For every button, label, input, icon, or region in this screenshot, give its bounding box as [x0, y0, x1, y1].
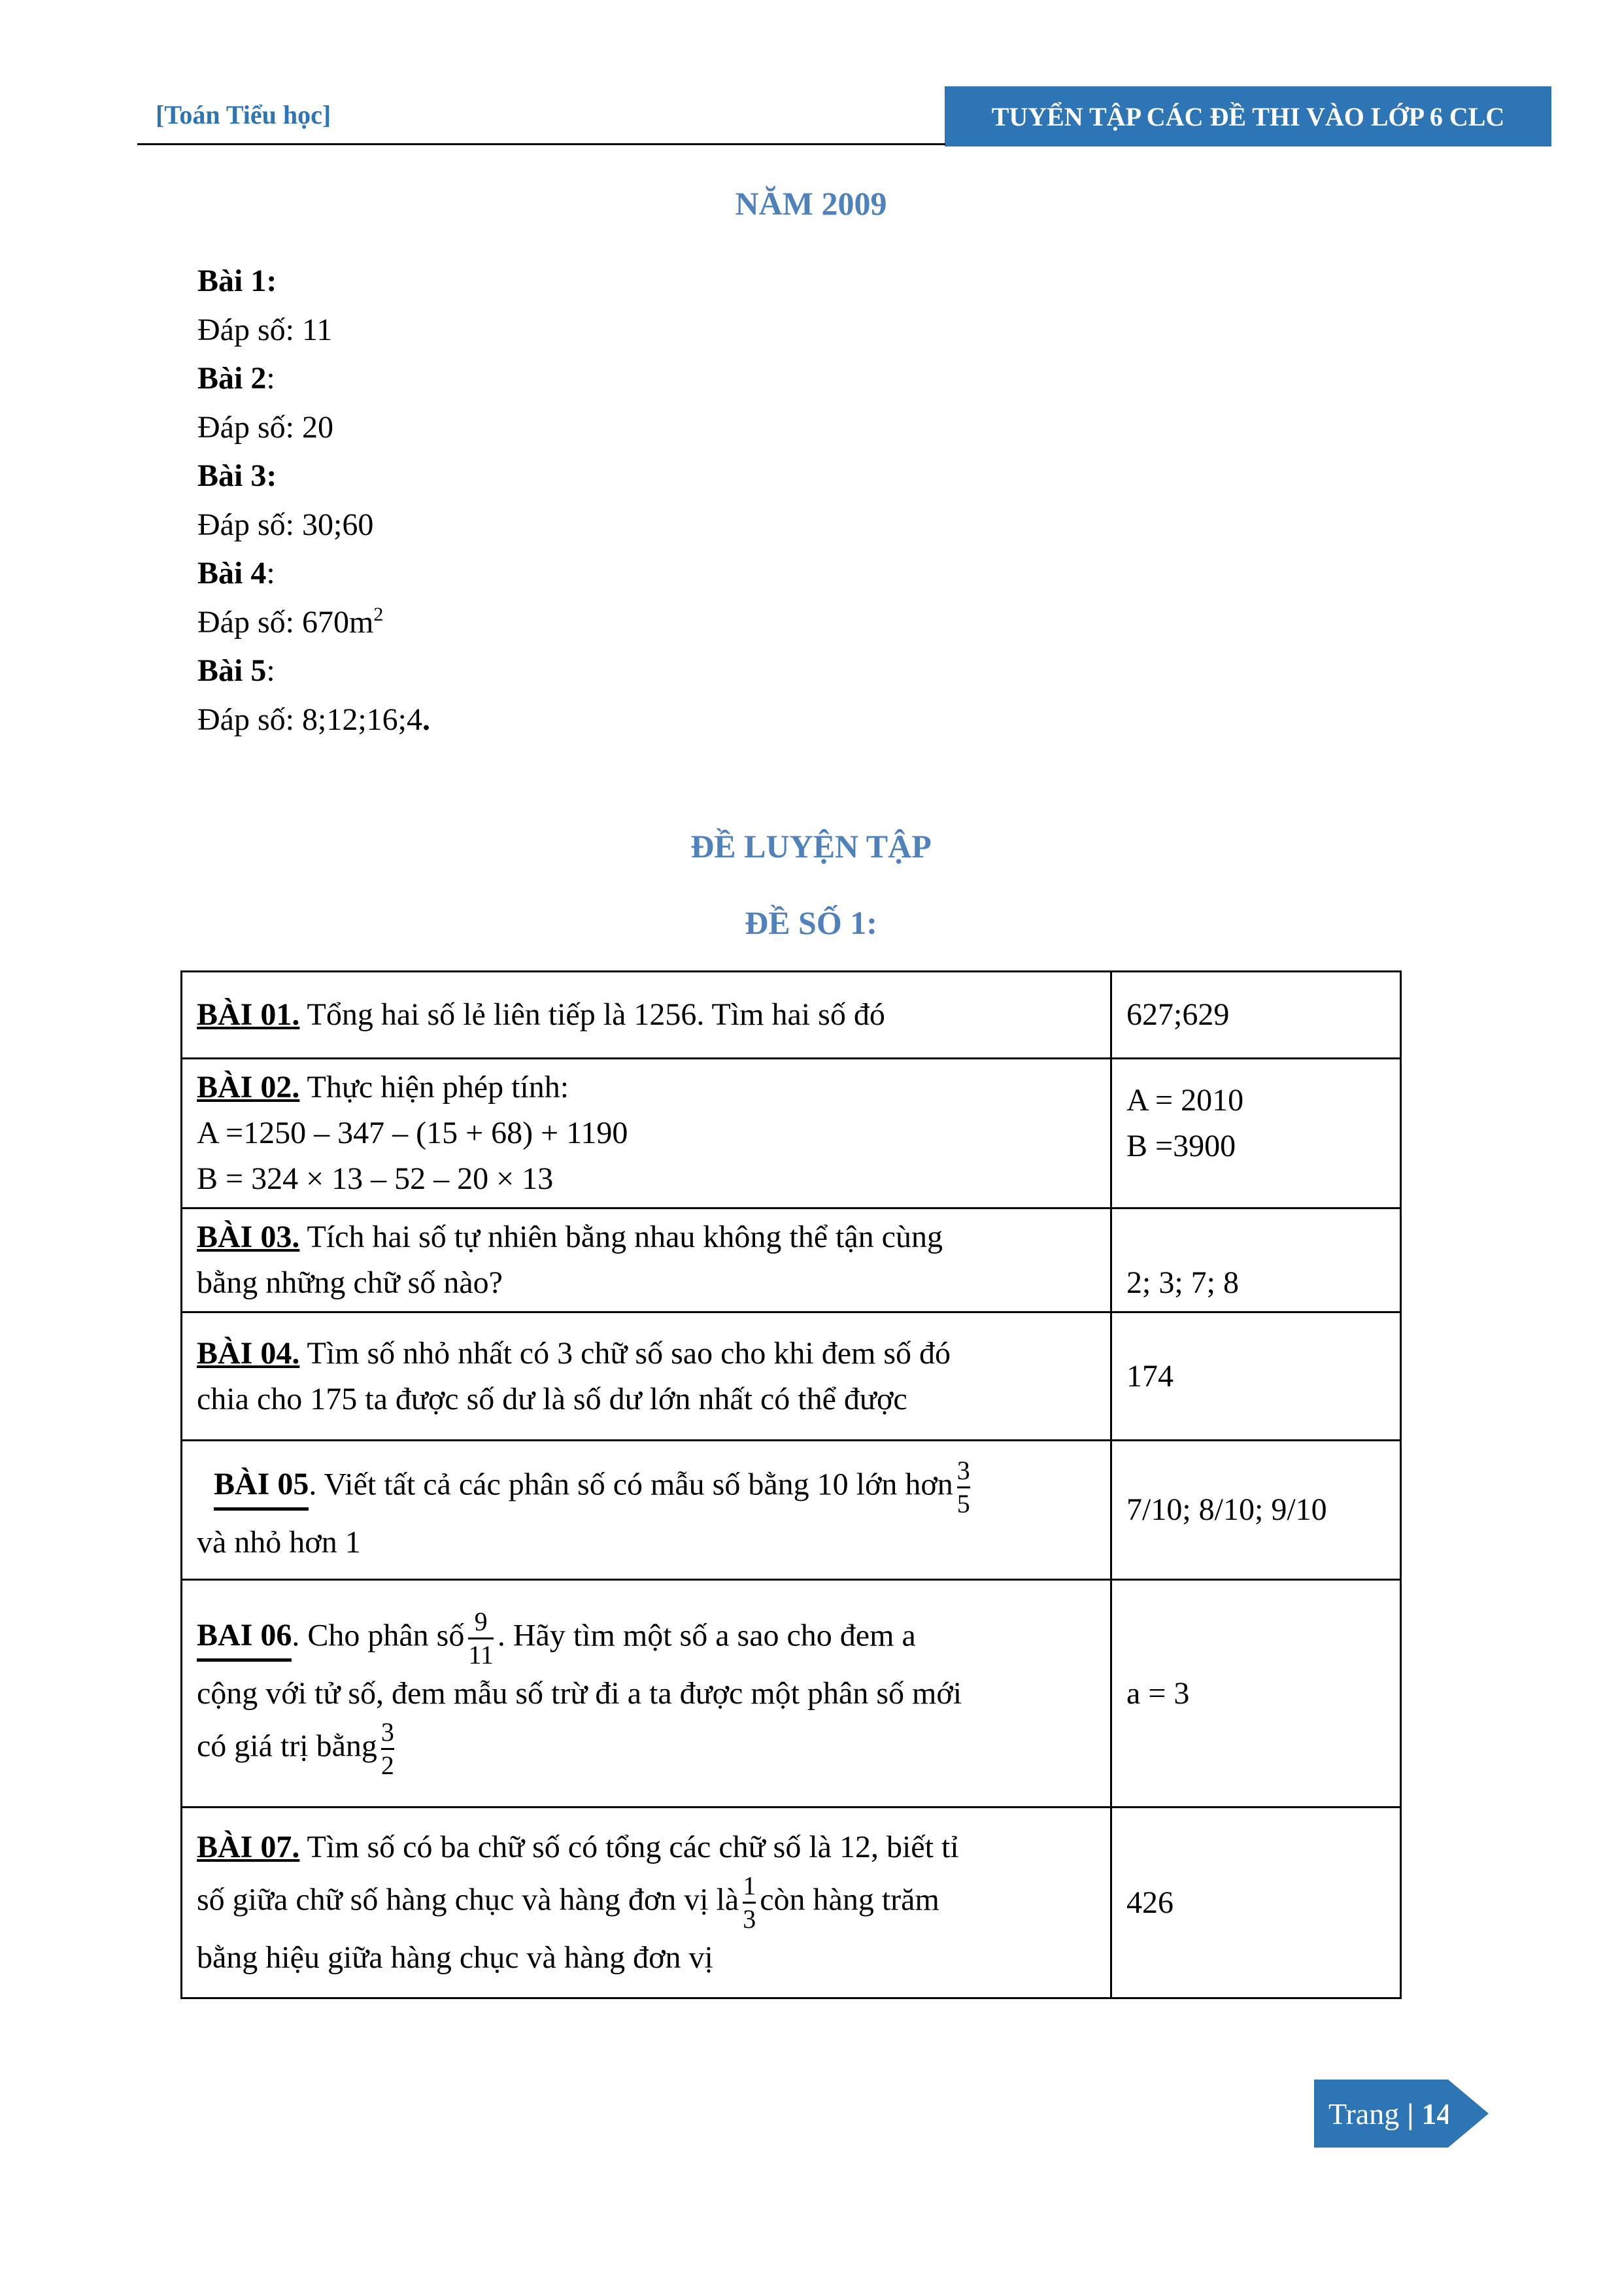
- answer-label: Bài 1:: [197, 264, 277, 298]
- answer-value: 30;60: [301, 507, 374, 542]
- answer-prefix: Đáp số:: [197, 409, 294, 445]
- page-label: Trang: [1328, 2097, 1400, 2131]
- answer-value: 670m: [301, 604, 374, 640]
- table-row: [182, 1059, 1401, 1208]
- page-badge-arrow: [1448, 2080, 1489, 2148]
- answer-label: Bài 2: [197, 361, 267, 396]
- answer-cell: 426: [1111, 1808, 1401, 1998]
- question-cell: BÀI 02. Thực hiện phép tính: A =1250 – 347 – (15 + 68) + 1190 B = 324 × 13 – 52 – 20 × 13: [182, 1059, 1111, 1208]
- question-cell: BÀI 03. Tích hai số tự nhiên bằng nhau không thể tận cùng bằng những chữ số nào?: [182, 1208, 1111, 1312]
- table-row: [182, 972, 1401, 1059]
- header-right-banner: [945, 86, 1551, 146]
- problem-label: BÀI 05: [214, 1467, 309, 1502]
- answer-item-2: Bài 2:: [197, 361, 275, 396]
- answer-item-4: Bài 4:: [197, 556, 275, 591]
- fraction: $\frac{1}{3}$: [743, 1871, 756, 1934]
- answer-item-3: [197, 452, 430, 501]
- table-row: [182, 1580, 1401, 1808]
- answer-item-5: Bài 5:: [197, 653, 275, 688]
- question-cell: BÀI 05. Viết tất cả các phân số có mẫu số bằng 10 lớn hơn $\frac{3}{5}$ và nhỏ hơn 1: [182, 1441, 1111, 1580]
- table-row: [182, 1208, 1401, 1312]
- problem-label: BÀI 01.: [197, 997, 300, 1032]
- answer-value: 11: [301, 312, 333, 347]
- question-cell: BÀI 01. Tổng hai số lẻ liên tiếp là 1256. Tìm hai số đó: [182, 972, 1111, 1059]
- answer-cell: 627;629: [1111, 972, 1401, 1059]
- answer-cell: 174: [1111, 1312, 1401, 1441]
- answer-prefix: Đáp số:: [197, 702, 294, 737]
- answer-prefix: Đáp số:: [197, 312, 294, 347]
- answer-value: 8;12;16;4: [301, 702, 422, 737]
- answer-label: Bài 5: [197, 653, 267, 688]
- answer-cell: 2; 3; 7; 8: [1111, 1208, 1401, 1312]
- answer-label: Bài 3:: [197, 458, 277, 493]
- page-separator: |: [1407, 2097, 1414, 2131]
- answer-value: 20: [301, 409, 333, 445]
- header-divider: [137, 143, 945, 145]
- practice-subtitle: ĐỀ SỐ 1:: [745, 904, 877, 941]
- practice-title: ĐỀ LUYỆN TẬP: [690, 828, 932, 865]
- table-row: [182, 1312, 1401, 1441]
- answer-exponent: 2: [373, 603, 384, 625]
- problem-label: BÀI 02.: [197, 1070, 300, 1105]
- answer-item-1: [197, 257, 430, 306]
- answer-cell: A = 2010 B =3900: [1111, 1059, 1401, 1208]
- problem-label: BÀI 03.: [197, 1220, 300, 1254]
- fraction: $\frac{3}{5}$: [956, 1455, 970, 1518]
- exercise-table: [180, 970, 1402, 1999]
- answer-label: Bài 4: [197, 556, 267, 591]
- question-cell: BÀI 07. Tìm số có ba chữ số có tổng các chữ số là 12, biết tỉ số giữa chữ số hàng chục và hàng đơn vị là $\frac{1}{3}$ còn hàng trăm bằng hiệu giữa hàng chục và hàng đơn vị: [182, 1808, 1111, 1998]
- question-cell: BÀI 04. Tìm số nhỏ nhất có 3 chữ số sao cho khi đem số đó chia cho 175 ta được số dư là số dư lớn nhất có thể được: [182, 1312, 1111, 1441]
- table-row: [182, 1808, 1401, 1998]
- question-cell: BAI 06. Cho phân số $\frac{9}{11}$ . Hãy tìm một số a sao cho đem a cộng với tử số, đem mẫu số trừ đi a ta được một phân số mới có giá trị bằng $\frac{3}{2}$: [182, 1580, 1111, 1808]
- problem-label: BÀI 07.: [197, 1830, 300, 1864]
- header-left-title: [Toán Tiểu học]: [156, 100, 331, 129]
- problem-label: BÀI 04.: [197, 1335, 300, 1371]
- answer-prefix: Đáp số:: [197, 507, 294, 542]
- fraction: $\frac{3}{2}$: [380, 1717, 394, 1780]
- page-number-badge: [1314, 2080, 1467, 2148]
- year-title: NĂM 2009: [735, 185, 887, 222]
- answer-cell: a = 3: [1111, 1580, 1401, 1808]
- fraction: $\frac{9}{11}$: [468, 1606, 494, 1670]
- answer-prefix: Đáp số:: [197, 604, 294, 640]
- problem-label: BAI 06: [197, 1618, 292, 1653]
- header-right-title: TUYỂN TẬP CÁC ĐỀ THI VÀO LỚP 6 CLC: [991, 101, 1505, 131]
- table-row: [182, 1441, 1401, 1580]
- answer-cell: 7/10; 8/10; 9/10: [1111, 1441, 1401, 1580]
- page-number: 143: [1421, 2097, 1467, 2131]
- answer-list: Bài 1: Đáp số: 11 Bài 2: Đáp số: 20 Bài 3: Đáp số: 30;60 Bài 4: Đáp số: $670m^2$ Bài 5: Đáp số: 8;12;16;4.: [197, 257, 430, 744]
